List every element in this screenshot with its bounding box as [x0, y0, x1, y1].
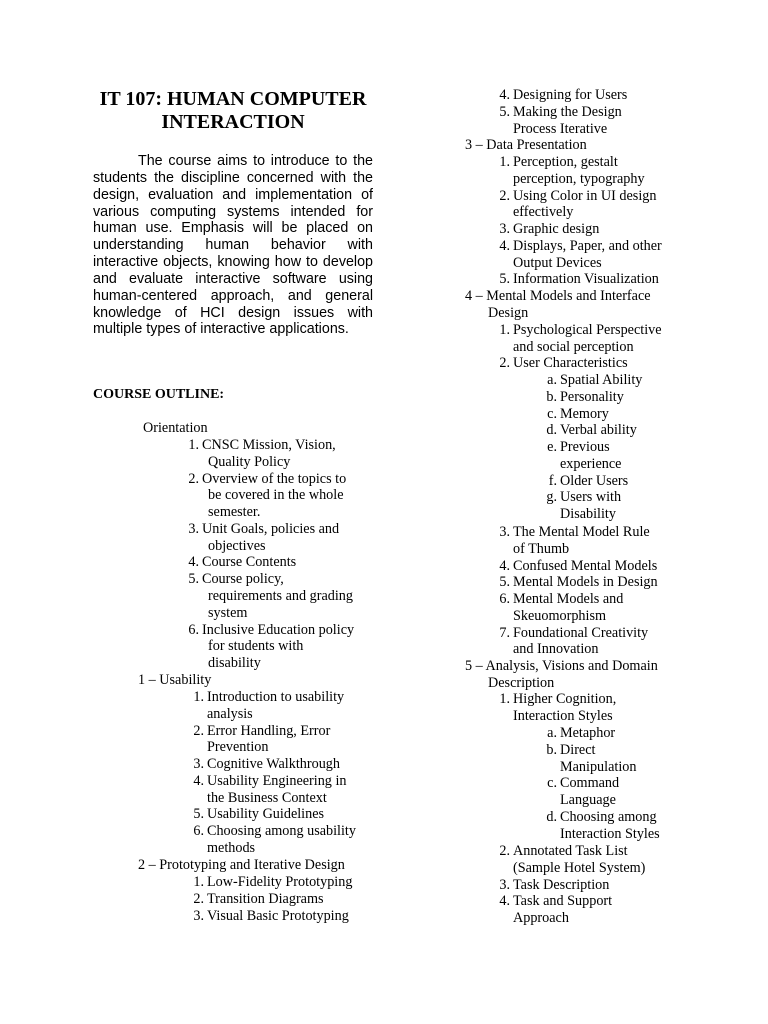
list-item-text	[180, 622, 380, 672]
list-item-number: 5.	[499, 271, 510, 288]
unit-3-heading: 3 – Data Presentation	[465, 137, 587, 153]
list-item-line: Personality	[560, 388, 624, 405]
list-item	[488, 355, 713, 372]
list-item-text	[488, 87, 708, 104]
orientation-list	[180, 437, 380, 672]
list-item-line: Higher Cognition,	[513, 691, 617, 707]
list-item-line: Spatial Ability	[560, 372, 643, 388]
list-item-number: d.	[546, 808, 557, 825]
list-item-line: Introduction to usability	[207, 689, 345, 705]
list-item	[488, 625, 713, 659]
list-item-line: Manipulation	[560, 758, 637, 775]
list-item	[488, 322, 713, 356]
list-item-text	[535, 809, 715, 843]
list-item-text	[182, 823, 382, 857]
list-item	[488, 188, 713, 222]
list-item-number: b.	[546, 741, 557, 758]
list-item-line: Interaction Styles	[513, 707, 613, 724]
list-item-text	[488, 221, 713, 238]
list-item	[180, 554, 380, 571]
list-item-line: Prevention	[207, 739, 269, 756]
list-item-number: e.	[547, 439, 557, 456]
list-item-text	[180, 437, 380, 471]
list-item-number: 4.	[499, 87, 510, 103]
list-item	[180, 622, 380, 672]
list-item	[535, 809, 715, 843]
course-title: IT 107: HUMAN COMPUTER INTERACTION	[99, 88, 367, 133]
list-item-line: Low-Fidelity Prototyping	[207, 874, 353, 890]
list-item-line: semester.	[208, 504, 261, 521]
list-item-number: 6.	[499, 591, 510, 608]
list-item	[535, 473, 715, 490]
list-item-line: for students with	[208, 638, 304, 655]
list-item-text	[488, 271, 713, 288]
list-item-line: Course policy,	[202, 571, 284, 588]
list-item-number: d.	[546, 422, 557, 439]
unit-4-list-rest	[488, 524, 713, 658]
list-item-number: g.	[546, 489, 557, 506]
list-item	[182, 874, 382, 891]
list-item-text	[180, 521, 380, 555]
list-item-text	[488, 104, 708, 138]
list-item-text	[535, 422, 715, 439]
unit-2-heading: 2 – Prototyping and Iterative Design	[138, 857, 345, 873]
list-item-line: CNSC Mission, Vision,	[202, 437, 336, 453]
list-item-text	[488, 877, 713, 894]
list-item-number: 6.	[193, 823, 204, 840]
list-item-line: Task and Support	[513, 893, 613, 910]
list-item	[535, 372, 715, 389]
list-item-line: experience	[560, 455, 622, 472]
list-item	[182, 723, 382, 757]
outline-heading: COURSE OUTLINE:	[93, 387, 225, 402]
list-item-text	[182, 689, 382, 723]
list-item-line: requirements and grading	[208, 588, 353, 605]
list-item-number: 5.	[499, 103, 510, 120]
list-item-text	[488, 322, 713, 356]
list-item-text	[488, 355, 713, 372]
list-item-line: Older Users	[560, 472, 629, 489]
list-item-line: Foundational Creativity	[513, 624, 649, 641]
list-item	[535, 389, 715, 406]
list-item-number: 1.	[499, 691, 510, 707]
list-item-number: 4.	[499, 893, 510, 910]
list-item-line: Psychological Perspective	[513, 322, 662, 338]
list-item-line: methods	[207, 840, 256, 857]
unit-3-list	[488, 154, 713, 288]
unit-5-heading: 5 – Analysis, Visions and Domain Description	[465, 658, 658, 691]
list-item-number: 2.	[193, 890, 204, 907]
list-item-line: Inclusive Education policy	[202, 621, 355, 638]
list-item	[180, 437, 380, 471]
list-item-line: User Characteristics	[513, 355, 628, 371]
list-item-line: Output Devices	[513, 254, 602, 271]
list-item	[488, 691, 713, 725]
list-item-number: 2.	[499, 843, 510, 859]
list-item-line: of Thumb	[513, 540, 570, 557]
list-item-line: Users with	[560, 489, 622, 506]
list-item-text	[535, 489, 715, 523]
list-item-text	[488, 843, 713, 877]
unit-2-list-continued	[488, 87, 708, 137]
list-item-line: Choosing among usability	[207, 823, 356, 840]
unit-4-subitems	[535, 372, 715, 523]
list-item-number: 5.	[188, 571, 199, 588]
list-item-line: (Sample Hotel System)	[513, 859, 646, 876]
list-item-number: 1.	[499, 154, 510, 170]
list-item-text	[488, 238, 713, 272]
list-item-text	[488, 558, 713, 575]
list-item-line: analysis	[207, 705, 253, 722]
list-item	[535, 725, 715, 742]
list-item-number: 3.	[193, 756, 204, 773]
list-item-number: a.	[547, 725, 557, 741]
list-item-number: 3.	[499, 524, 510, 540]
list-item-text	[535, 389, 715, 406]
list-item	[535, 489, 715, 523]
list-item-number: 2.	[499, 355, 510, 371]
list-item	[535, 775, 715, 809]
list-item-line: and Innovation	[513, 641, 599, 658]
list-item	[182, 908, 382, 925]
list-item-number: 3.	[499, 221, 510, 238]
list-item-line: Annotated Task List	[513, 843, 628, 859]
list-item-text	[535, 742, 715, 776]
list-item	[180, 521, 380, 555]
list-item-text	[180, 571, 380, 621]
list-item-number: c.	[547, 775, 557, 792]
list-item-line: Task Description	[513, 876, 610, 893]
list-item-number: a.	[547, 372, 557, 388]
list-item	[182, 756, 382, 773]
list-item	[488, 87, 708, 104]
list-item-text	[182, 773, 382, 807]
list-item-line: Usability Guidelines	[207, 806, 325, 823]
list-item-text	[488, 188, 713, 222]
list-item-line: Designing for Users	[513, 87, 628, 103]
list-item-number: 6.	[188, 621, 199, 638]
unit-5-subitems	[535, 725, 715, 842]
list-item-text	[488, 524, 713, 558]
unit-5-list-rest	[488, 843, 713, 927]
list-item-line: Displays, Paper, and other	[513, 237, 662, 254]
list-item-line: Process Iterative	[513, 120, 608, 137]
list-item-line: Verbal ability	[560, 422, 637, 439]
unit-5-item-1	[488, 691, 713, 725]
list-item	[535, 439, 715, 473]
list-item-line: Previous	[560, 439, 610, 456]
list-item-line: Interaction Styles	[560, 825, 660, 842]
list-item-text	[180, 471, 380, 521]
list-item	[488, 877, 713, 894]
list-item-number: 1.	[499, 322, 510, 338]
list-item-text	[182, 908, 382, 925]
list-item	[488, 221, 713, 238]
list-item-text	[488, 574, 713, 591]
list-item	[535, 406, 715, 423]
list-item	[182, 689, 382, 723]
unit-4-item-2	[488, 355, 713, 372]
list-item-text	[182, 806, 382, 823]
list-item	[182, 891, 382, 908]
list-item-line: Metaphor	[560, 725, 616, 741]
list-item-text	[535, 473, 715, 490]
list-item-number: 1.	[193, 874, 204, 890]
list-item-line: Choosing among	[560, 808, 657, 825]
unit-4-heading: 4 – Mental Models and Interface Design	[465, 288, 651, 321]
unit-2-list	[182, 874, 382, 924]
list-item-number: 3.	[193, 907, 204, 924]
list-item-text	[535, 725, 715, 742]
list-item-number: 1.	[193, 689, 204, 705]
list-item	[182, 823, 382, 857]
list-item	[488, 591, 713, 625]
list-item-line: the Business Context	[207, 789, 327, 806]
list-item-line: Visual Basic Prototyping	[207, 907, 349, 924]
list-item-line: Command	[560, 775, 620, 792]
list-item-line: Disability	[560, 506, 616, 523]
list-item-line: Language	[560, 792, 616, 809]
list-item	[488, 104, 708, 138]
list-item-line: Memory	[560, 405, 609, 422]
list-item	[180, 471, 380, 521]
list-item	[488, 238, 713, 272]
list-item-line: and social perception	[513, 338, 634, 355]
list-item-line: Mental Models and	[513, 591, 624, 608]
unit-1-heading: 1 – Usability	[138, 672, 212, 688]
list-item-number: 2.	[188, 470, 199, 487]
list-item-line: Information Visualization	[513, 271, 659, 288]
list-item-line: Course Contents	[202, 554, 297, 571]
unit-4-item-1	[488, 322, 713, 356]
list-item-line: Approach	[513, 910, 569, 927]
list-item-text	[180, 554, 380, 571]
list-item-line: Overview of the topics to	[202, 470, 347, 487]
list-item-line: Cognitive Walkthrough	[207, 756, 340, 773]
list-item	[488, 574, 713, 591]
list-item-text	[535, 439, 715, 473]
list-item-text	[182, 891, 382, 908]
list-item-text	[182, 874, 382, 891]
list-item-number: 5.	[193, 806, 204, 823]
list-item-line: Using Color in UI design	[513, 187, 657, 204]
list-item	[535, 422, 715, 439]
list-item-line: Transition Diagrams	[207, 890, 324, 907]
list-item-number: c.	[547, 405, 557, 422]
list-item-line: objectives	[208, 537, 266, 554]
unit-1-list	[182, 689, 382, 857]
list-item-number: 2.	[193, 722, 204, 739]
list-item-number: f.	[548, 472, 557, 489]
list-item-line: system	[208, 604, 248, 621]
list-item-line: effectively	[513, 204, 574, 221]
list-item-line: Making the Design	[513, 103, 622, 120]
list-item	[488, 558, 713, 575]
list-item-line: Unit Goals, policies and	[202, 520, 340, 537]
list-item-line: Quality Policy	[208, 453, 291, 470]
list-item-text	[535, 406, 715, 423]
list-item-text	[488, 154, 713, 188]
list-item-text	[535, 775, 715, 809]
list-item-line: Confused Mental Models	[513, 557, 658, 574]
list-item-number: 5.	[499, 574, 510, 591]
list-item-number: b.	[546, 388, 557, 405]
list-item-number: 4.	[193, 772, 204, 789]
list-item-number: 4.	[499, 557, 510, 574]
list-item	[488, 524, 713, 558]
list-item	[182, 773, 382, 807]
list-item-text	[488, 625, 713, 659]
list-item-text	[535, 372, 715, 389]
list-item-text	[488, 591, 713, 625]
list-item-line: The Mental Model Rule	[513, 524, 650, 540]
orientation-label: Orientation	[143, 420, 208, 436]
list-item-line: be covered in the whole	[208, 487, 344, 504]
list-item	[182, 806, 382, 823]
list-item-line: Graphic design	[513, 221, 600, 238]
list-item-number: 1.	[188, 437, 199, 453]
course-description: The course aims to introduce to the students the discipline concerned with the design, evaluation and implementation of various computing systems intended for human use. Emphasis will be placed on understanding human behavior with interactive objects, knowing how to develop and evaluate interactive software using human-centered approach, and general knowledge of HCI design issues with multiple types of interactive applications.	[93, 153, 373, 338]
list-item-text	[182, 756, 382, 773]
list-item	[488, 843, 713, 877]
list-item-line: Mental Models in Design	[513, 574, 658, 591]
list-item-line: Skeuomorphism	[513, 607, 607, 624]
list-item	[488, 154, 713, 188]
list-item-number: 7.	[499, 624, 510, 641]
list-item-line: Error Handling, Error	[207, 722, 331, 739]
list-item-line: Perception, gestalt	[513, 154, 618, 170]
list-item	[180, 571, 380, 621]
list-item	[535, 742, 715, 776]
list-item-line: Direct	[560, 741, 596, 758]
list-item-number: 3.	[499, 876, 510, 893]
list-item-number: 3.	[188, 520, 199, 537]
list-item-line: Usability Engineering in	[207, 772, 347, 789]
list-item-number: 2.	[499, 187, 510, 204]
list-item	[488, 271, 713, 288]
list-item-number: 4.	[499, 237, 510, 254]
list-item-text	[488, 691, 713, 725]
list-item-line: perception, typography	[513, 170, 645, 187]
list-item	[488, 893, 713, 927]
list-item-number: 4.	[188, 554, 199, 571]
list-item-text	[488, 893, 713, 927]
list-item-text	[182, 723, 382, 757]
list-item-line: disability	[208, 655, 261, 672]
